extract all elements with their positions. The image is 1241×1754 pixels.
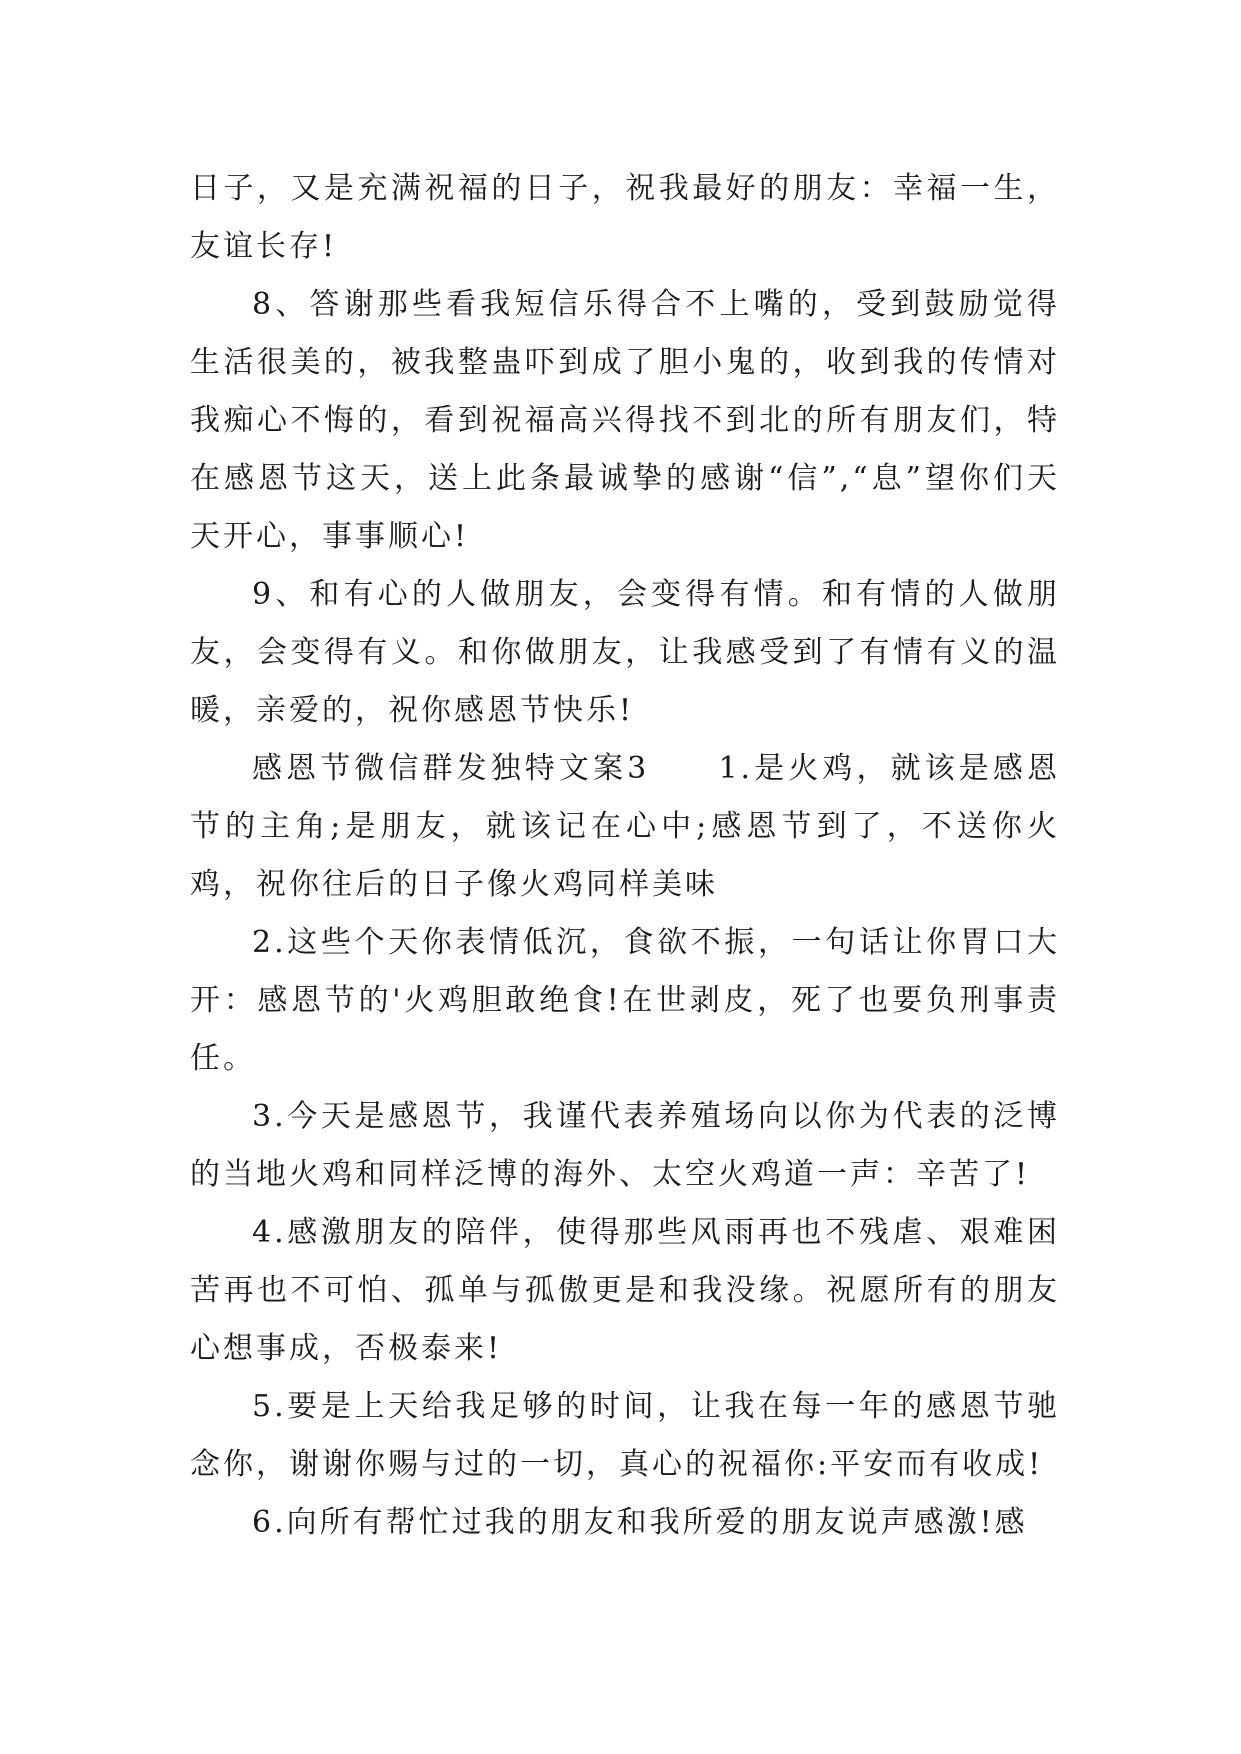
paragraph-item-3: 3.今天是感恩节，我谨代表养殖场向以你为代表的泛博的当地火鸡和同样泛博的海外、太空火鸡道一声：辛苦了! <box>190 1099 1060 1192</box>
paragraph-section-3: 感恩节微信群发独特文案3 1.是火鸡，就该是感恩节的主角;是朋友，就该记在心中;感恩节到了，不送你火鸡，祝你往后的日子像火鸡同样美味 <box>190 751 1060 902</box>
paragraph-item-8: 8、答谢那些看我短信乐得合不上嘴的，受到鼓励觉得生活很美的，被我整蛊吓到成了胆小鬼的，收到我的传情对我痴心不悔的，看到祝福高兴得找不到北的所有朋友们，特在感恩节这天，送上此条最诚挚的感谢“信”,“息”望你们天天开心，事事顺心! <box>190 287 1060 554</box>
paragraph-continuation: 日子，又是充满祝福的日子，祝我最好的朋友：幸福一生，友谊长存! <box>190 171 1060 264</box>
paragraph-item-2: 2.这些个天你表情低沉，食欲不振，一句话让你胃口大开：感恩节的'火鸡胆敢绝食!在世剥皮，死了也要负刑事责任。 <box>190 925 1060 1076</box>
document-body <box>190 160 1060 1552</box>
paragraph-item-6: 6.向所有帮忙过我的朋友和我所爱的朋友说声感激!感 <box>252 1505 1028 1540</box>
paragraph-item-4: 4.感激朋友的陪伴，使得那些风雨再也不残虐、艰难困苦再也不可怕、孤单与孤傲更是和我没缘。祝愿所有的朋友心想事成，否极泰来! <box>190 1215 1060 1366</box>
paragraph-item-5: 5.要是上天给我足够的时间，让我在每一年的感恩节驰念你，谢谢你赐与过的一切，真心的祝福你:平安而有收成! <box>190 1389 1060 1482</box>
paragraph-item-9: 9、和有心的人做朋友，会变得有情。和有情的人做朋友，会变得有义。和你做朋友，让我感受到了有情有义的温暖，亲爱的，祝你感恩节快乐! <box>190 577 1060 728</box>
